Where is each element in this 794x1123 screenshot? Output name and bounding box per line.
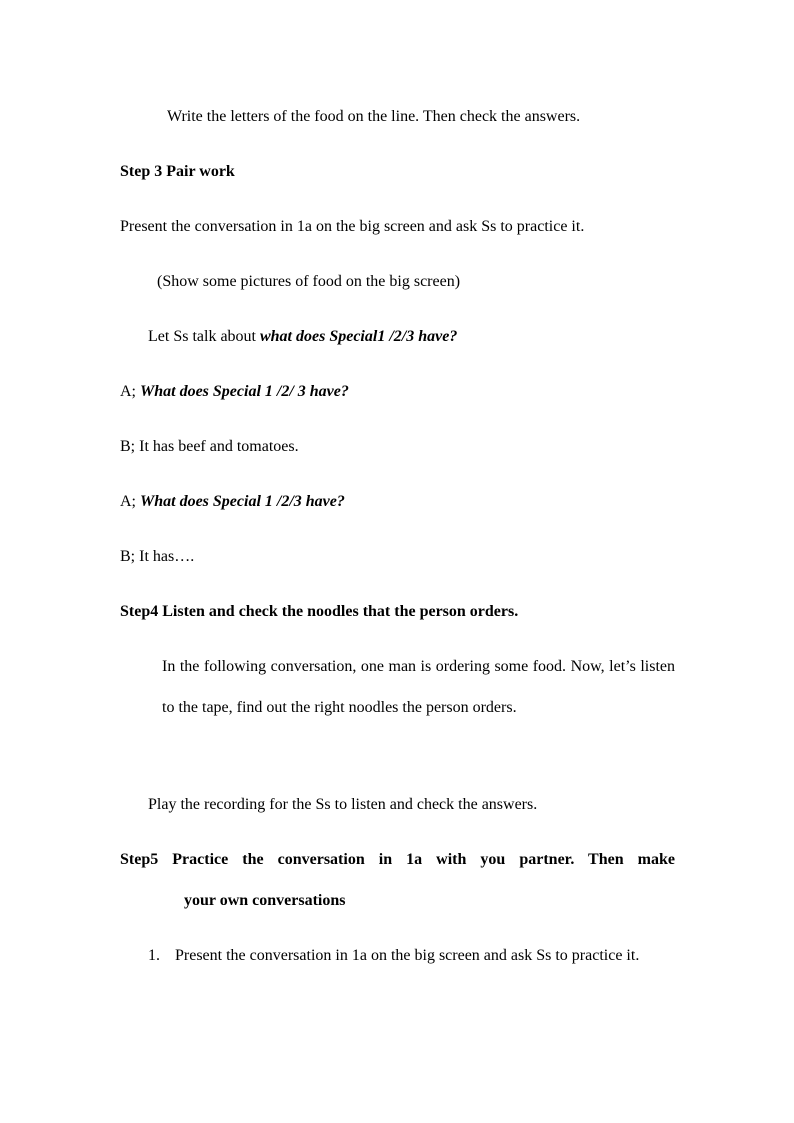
dialogue-line (120, 437, 299, 457)
step5-heading (120, 839, 675, 921)
dialogue-speaker: A; (120, 383, 140, 400)
step3-heading: Step 3 Pair work (120, 163, 235, 180)
dialogue-text: What does Special 1 /2/ 3 have? (140, 383, 349, 400)
dialogue-text: It has…. (139, 548, 195, 565)
dialogue-line (120, 492, 345, 512)
step3-talk-about (148, 327, 457, 347)
step3-show-pictures-text: (Show some pictures of food on the big screen) (157, 273, 461, 290)
dialogue-line (120, 547, 194, 567)
talk-question: what does Special1 /2/3 have? (259, 328, 458, 345)
list-item-text: Present the conversation in 1a on the big screen and ask Ss to practice it. (175, 947, 640, 964)
dialogue-speaker: A; (120, 493, 140, 510)
dialogue-speaker: B; (120, 548, 140, 565)
dialogue-line (120, 382, 349, 402)
dialogue-text: It has beef and tomatoes. (139, 438, 299, 455)
list-item (148, 935, 675, 976)
step5-heading-line1: Step5 Practice the conversation in 1a with you partner. Then make (120, 851, 675, 868)
step4-play-text: Play the recording for the Ss to listen and check the answers. (148, 796, 538, 813)
instruction-write-letters: Write the letters of the food on the line. Then check the answers. (167, 108, 581, 125)
dialogue-text: What does Special 1 /2/3 have? (140, 493, 345, 510)
step4-paragraph: In the following conversation, one man is ordering some food. Now, let’s listen to the tape, find out the right noodles the person orders. (162, 658, 675, 716)
step5-heading-line2: your own conversations (184, 892, 346, 909)
dialogue-speaker: B; (120, 438, 140, 455)
step4-heading: Step4 Listen and check the noodles that the person orders. (120, 603, 519, 620)
talk-prefix: Let Ss talk about (148, 328, 260, 345)
step3-present-text: Present the conversation in 1a on the big screen and ask Ss to practice it. (120, 218, 585, 235)
list-number: 1. (148, 947, 160, 964)
